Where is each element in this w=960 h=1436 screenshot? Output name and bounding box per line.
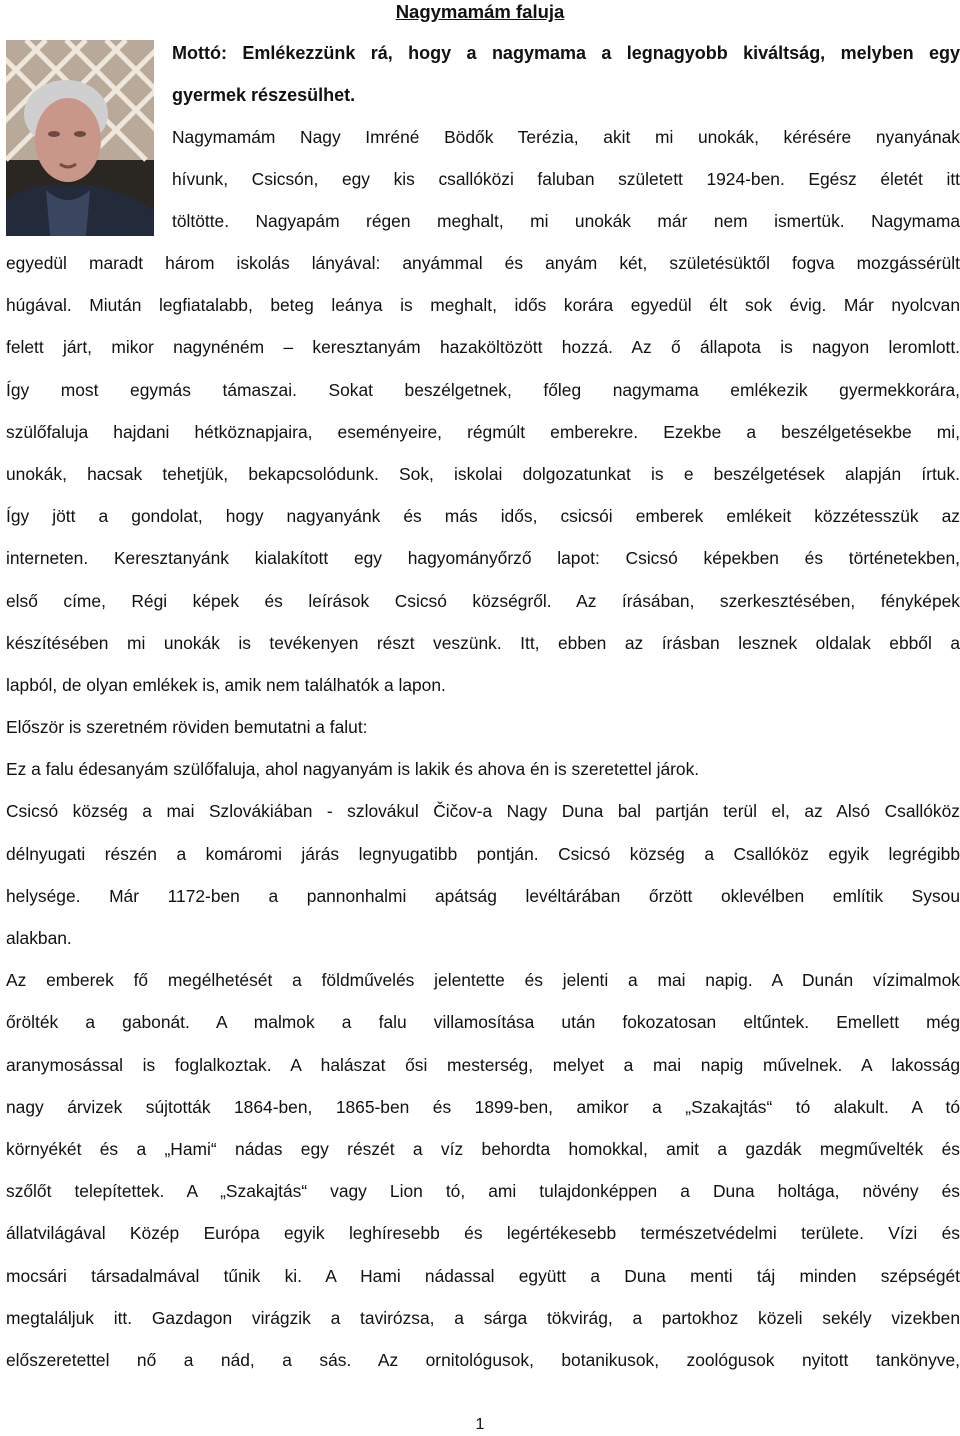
- text-line: alakban.: [6, 928, 72, 948]
- text-line: Csicsó község a mai Szlovákiában - szlovákul Čičov-a Nagy Duna bal partján terül el, az Alsó Csallóköz: [6, 801, 960, 822]
- text-line: Először is szeretném röviden bemutatni a falut:: [6, 717, 368, 738]
- text-line: állatvilágával Közép Európa egyik leghíresebb és legértékesebb természetvédelmi területe. Vízi és: [6, 1223, 960, 1244]
- intro-paragraph: [172, 116, 960, 242]
- motto-line: Mottó: Emlékezzünk rá, hogy a nagymama a legnagyobb kiváltság, melyben egy: [172, 43, 960, 63]
- text-line: őrölték a gabonát. A malmok a falu villamosítása után fokozatosan eltűntek. Emellett még: [6, 1012, 960, 1033]
- text-line: húgával. Miután legfiatalabb, beteg leánya is meghalt, idős korára egyedül élt sok évig. Már nyolcvan: [6, 295, 960, 316]
- text-line: megtaláljuk itt. Gazdagon virágzik a tavirózsa, a sárga tökvirág, a partokhoz közeli sekély vizekben: [6, 1307, 960, 1328]
- text-line: hívunk, Csicsón, egy kis csallóközi faluban született 1924-ben. Egész életét itt: [172, 169, 960, 189]
- text-line: első címe, Régi képek és leírások Csicsó községről. Az írásában, szerkesztésében, fényképek: [6, 590, 960, 611]
- text-line: unokák, hacsak tehetjük, bekapcsolódunk. Sok, iskolai dolgozatunkat is e beszélgetések alapján írtuk.: [6, 463, 960, 484]
- page-number: 1: [475, 1416, 485, 1433]
- text-line: délnyugati részén a komáromi járás legnyugatibb pontján. Csicsó község a Csallóköz egyik legrégibb: [6, 843, 960, 864]
- page-title: Nagymamám faluja: [395, 1, 565, 22]
- text-line: mocsári társadalmával tűnik ki. A Hami nádassal együtt a Duna menti táj minden szépségét: [6, 1265, 960, 1286]
- grandmother-photo: [6, 40, 154, 236]
- text-line: aranymosással is foglalkoztak. A halászat ősi mesterség, melyet a mai napig művelnek. A lakosság: [6, 1054, 960, 1075]
- body-text: [6, 242, 960, 1381]
- text-line: Nagymamám Nagy Imréné Bödők Terézia, akit mi unokák, kérésére nyanyának: [172, 127, 960, 147]
- text-line: szülőfaluja hajdani hétköznapjaira, eseményeire, régmúlt emberekre. Ezekbe a beszélgetésekbe mi,: [6, 421, 960, 442]
- text-line: felett járt, mikor nagynéném – keresztanyám hazaköltözött hozzá. Az ő állapota is nagyon leromlott.: [6, 337, 960, 358]
- text-line: Az emberek fő megélhetését a földművelés jelentette és jelenti a mai napig. A Dunán vízimalmok: [6, 970, 960, 991]
- motto: [172, 32, 960, 116]
- text-line: interneten. Keresztanyánk kialakított egy hagyományőrző lapot: Csicsó képekben és történetekben,: [6, 548, 960, 569]
- text-line: nagy árvizek sújtották 1864-ben, 1865-ben és 1899-ben, amikor a „Szakajtás“ tó alakult. A tó: [6, 1096, 960, 1117]
- text-line: töltötte. Nagyapám régen meghalt, mi unokák már nem ismertük. Nagymama: [172, 211, 960, 231]
- motto-line: gyermek részesülhet.: [172, 85, 356, 105]
- text-line: helysége. Már 1172-ben a pannonhalmi apátság levéltárában őrzött oklevélben említik Sysou: [6, 885, 960, 906]
- text-line: Így most egymás támaszai. Sokat beszélgetnek, főleg nagymama emlékezik gyermekkorára,: [6, 379, 960, 400]
- text-line: környékét és a „Hami“ nádas egy részét a víz behordta homokkal, amit a gazdák megművelték és: [6, 1138, 960, 1159]
- text-line: szőlőt telepítettek. A „Szakajtás“ vagy Lion tó, ami tulajdonképpen a Duna holtága, növény és: [6, 1181, 960, 1202]
- text-line: egyedül maradt három iskolás lányával: anyámmal és anyám két, születésüktől fogva mozgássérült: [6, 253, 960, 273]
- text-line: előszeretettel nő a nád, a sás. Az ornitológusok, botanikusok, zoológusok nyitott tankönyve,: [6, 1349, 960, 1370]
- text-line: Így jött a gondolat, hogy nagyanyánk és más idős, csicsói emberek emlékeit közzétesszük az: [6, 506, 960, 527]
- text-line: készítésében mi unokák is tevékenyen részt veszünk. Itt, ebben az írásban lesznek oldalak ebből a: [6, 632, 960, 653]
- text-line: Ez a falu édesanyám szülőfaluja, ahol nagyanyám is lakik és ahova én is szeretettel járok.: [6, 759, 700, 780]
- text-line: lapból, de olyan emlékek is, amik nem találhatók a lapon.: [6, 674, 446, 695]
